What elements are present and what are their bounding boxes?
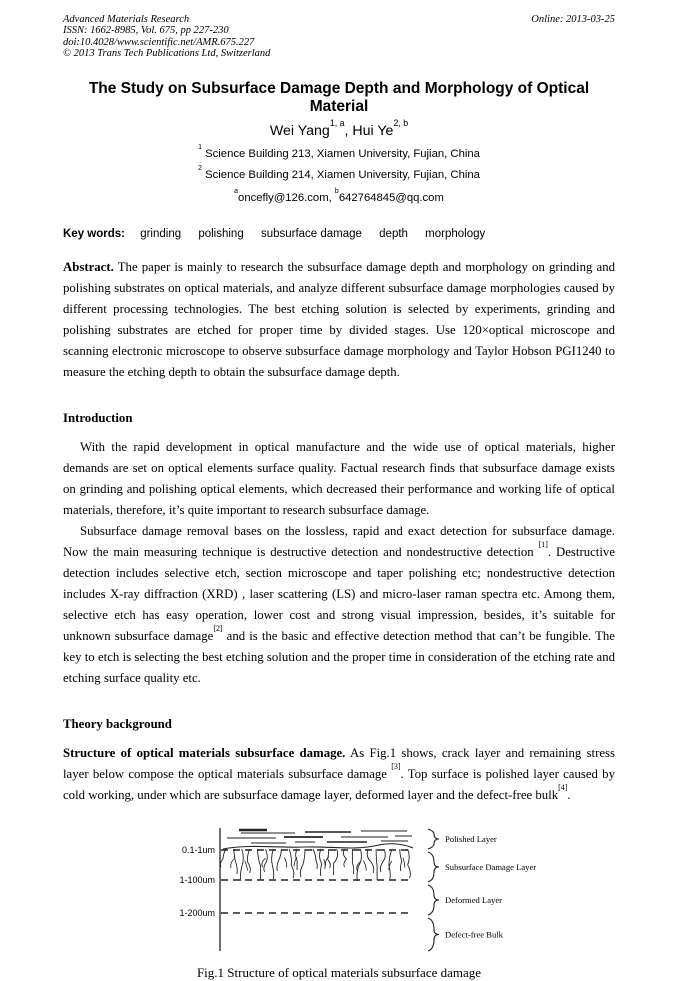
section-heading-theory: Theory background (63, 717, 172, 732)
layer-label: Deformed Layer (445, 895, 503, 906)
depth-label: 1-200um (179, 908, 215, 919)
journal-header-left (63, 14, 270, 59)
intro-paragraph-1: With the rapid development in optical manufacture and the wide use of optical materials, higher demands are set on optical elements surface quality. Factual research finds that subsurface damage exists on grinding and polishing optical elements, which decreased their performance and working life of optical materials, therefore, it’s quite important to research subsurface damage. (63, 440, 615, 518)
brace-icon (428, 829, 439, 849)
keyword-item: subsurface damage (260, 228, 362, 241)
depth-label: 1-100um (179, 875, 215, 886)
keyword-item: grinding (140, 228, 182, 241)
abstract-paragraph: Abstract. The paper is mainly to research the subsurface damage depth and morphology on grinding and polishing substrates on optical materials, and analyze different subsurface damage morphologies caused by different processing technologies. The best etching solution is selected by experiments, grinding and polishing substrates are etched for proper time by divided stages. Use 120×optical microscope and scanning electronic microscope to observe subsurface damage morphology and Taylor Hobson PGI1240 to measure the etching depth to obtain the subsurface damage depth. (63, 260, 615, 380)
keywords-label: Key words: (63, 228, 125, 241)
paper-title: The Study on Subsurface Damage Depth and Morphology of Optical Material (88, 80, 590, 116)
keyword-item: morphology (425, 228, 486, 241)
online-date: Online: 2013-03-25 (531, 14, 615, 25)
keyword-item: depth (379, 228, 408, 241)
authors-line: Wei Yang$^{1, a}$, Hui Ye$^{2, b}$ (269, 117, 409, 140)
emails-line: $^a$oncefly@126.com, $^b$642764845@qq.com (234, 188, 444, 205)
affiliation-2: $^2$ Science Building 214, Xiamen University, Fujian, China (198, 165, 480, 182)
layer-label: Defect-free Bulk (445, 929, 503, 940)
affiliation-1: $^1$ Science Building 213, Xiamen University, Fujian, China (198, 144, 480, 161)
subsurface-cracks (220, 849, 410, 881)
brace-icon (428, 918, 439, 951)
figure-diagram (155, 825, 547, 955)
journal-header (63, 14, 615, 59)
intro-paragraph-2: Subsurface damage removal bases on the lossless, rapid and exact detection for subsurface damage. Now the main measuring technique is destructive detection and nondestructive detection [1]. Destructive detection includes selective etch, section microscope and taper polishing etc; nondestructive detection includes X-ray diffraction (XRD) , laser scattering (LS) and micro-laser raman spectra etc. Among them, selective etch has easy operation, lower cost and strong visual impression, besides, it’s suitable for unknown subsurface damage[2] and is the basic and effective detection method that can’t be fungible. The key to etch is selecting the best etching solution and the proper time in consideration of the etching rate and etching surface quality etc. (63, 524, 616, 686)
theory-paragraph: Structure of optical materials subsurface damage. As Fig.1 shows, crack layer and remaining stress layer below compose the optical materials subsurface damage [3]. Top surface is polished layer caused by cold working, under which are subsurface damage layer, deformed layer and the defect-free bulk[4]. (63, 746, 616, 803)
figure-caption: Fig.1 Structure of optical materials subsurface damage (196, 965, 482, 981)
brace-icon (428, 885, 439, 915)
layer-label: Subsurface Damage Layer (445, 862, 537, 873)
surface-wavy-line (223, 844, 413, 849)
journal-name: Advanced Materials Research (63, 14, 190, 25)
brace-glyphs (428, 829, 439, 951)
brace-icon (428, 852, 439, 882)
issn-line: ISSN: 1662-8985, Vol. 675, pp 227-230 (63, 25, 229, 37)
copyright-line: © 2013 Trans Tech Publications Ltd, Switzerland (63, 47, 271, 59)
keywords-line (63, 228, 615, 240)
layer-label: Polished Layer (445, 834, 497, 845)
depth-label: 0.1-1um (181, 845, 215, 856)
keyword-item: polishing (198, 228, 244, 241)
polished-layer-streaks (227, 830, 412, 843)
figure-1 (155, 825, 615, 960)
section-heading-introduction: Introduction (63, 411, 133, 426)
doi-line: doi:10.4028/www.scientific.net/AMR.675.227 (63, 36, 255, 48)
